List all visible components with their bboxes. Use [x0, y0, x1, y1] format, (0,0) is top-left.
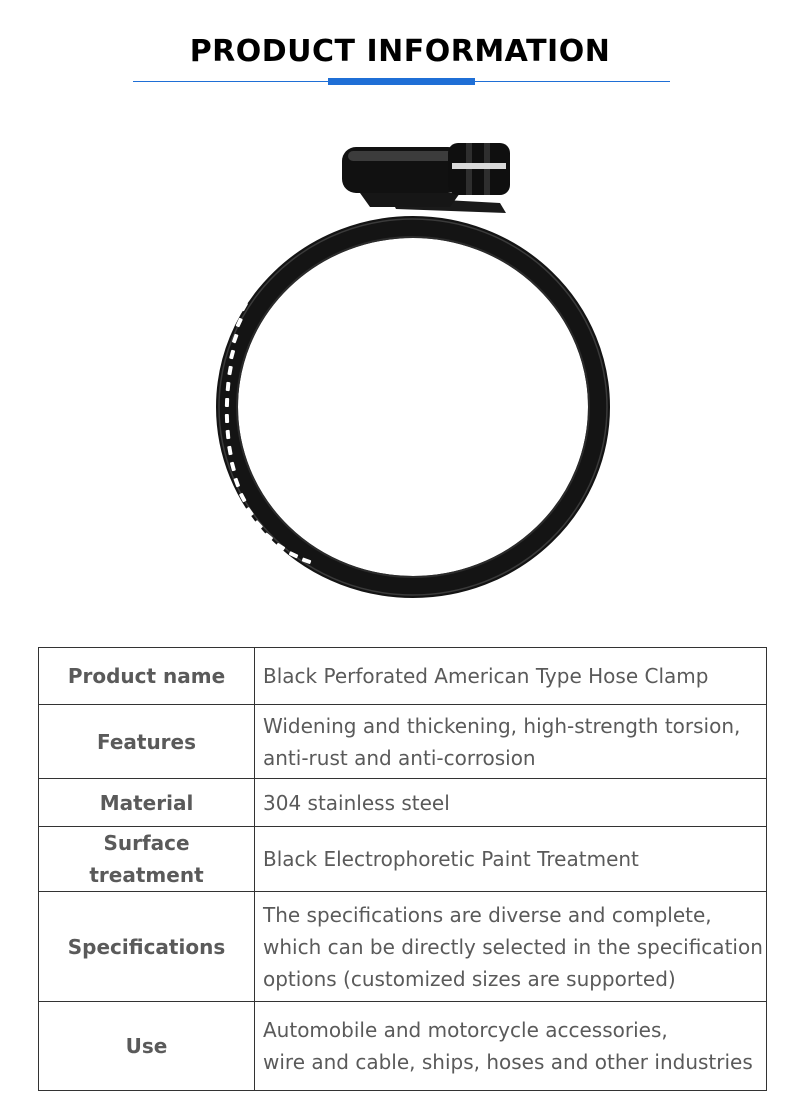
value-line: The specifications are diverse and complete, [263, 902, 712, 927]
table-row [39, 1002, 767, 1091]
hose-clamp-image [200, 135, 620, 605]
clamp-band-inner-edge [237, 237, 589, 577]
row-value [255, 892, 767, 1002]
row-label: Product name [39, 648, 255, 705]
row-value [255, 705, 767, 779]
value-line: 304 stainless steel [263, 790, 450, 815]
screw-housing [342, 147, 462, 207]
value-line: options (customized sizes are supported) [263, 966, 676, 991]
table-row [39, 779, 767, 827]
value-line: Black Electrophoretic Paint Treatment [263, 847, 639, 871]
product-spec-table [38, 647, 767, 1091]
table-row [39, 892, 767, 1002]
value-line: anti-rust and anti-corrosion [263, 745, 536, 770]
value-line: wire and cable, ships, hoses and other industries [263, 1050, 753, 1074]
row-value [255, 827, 767, 892]
row-label: Use [39, 1002, 255, 1091]
value-line: which can be directly selected in the specification [263, 934, 763, 959]
table-row [39, 705, 767, 779]
table-row [39, 648, 767, 705]
row-label: Material [39, 779, 255, 827]
row-label: Surface treatment [39, 827, 255, 892]
value-line: Black Perforated American Type Hose Clamp [263, 664, 709, 688]
title-accent-bar [328, 78, 475, 85]
row-value [255, 1002, 767, 1091]
worm-screw [448, 143, 510, 195]
row-value [255, 648, 767, 705]
row-value [255, 779, 767, 827]
row-label: Features [39, 705, 255, 779]
page-title: PRODUCT INFORMATION [189, 34, 611, 69]
row-label: Specifications [39, 892, 255, 1002]
table-row [39, 827, 767, 892]
value-line: Automobile and motorcycle accessories, [263, 1018, 668, 1042]
clamp-band [227, 227, 599, 587]
value-line: Widening and thickening, high-strength torsion, [263, 713, 741, 738]
